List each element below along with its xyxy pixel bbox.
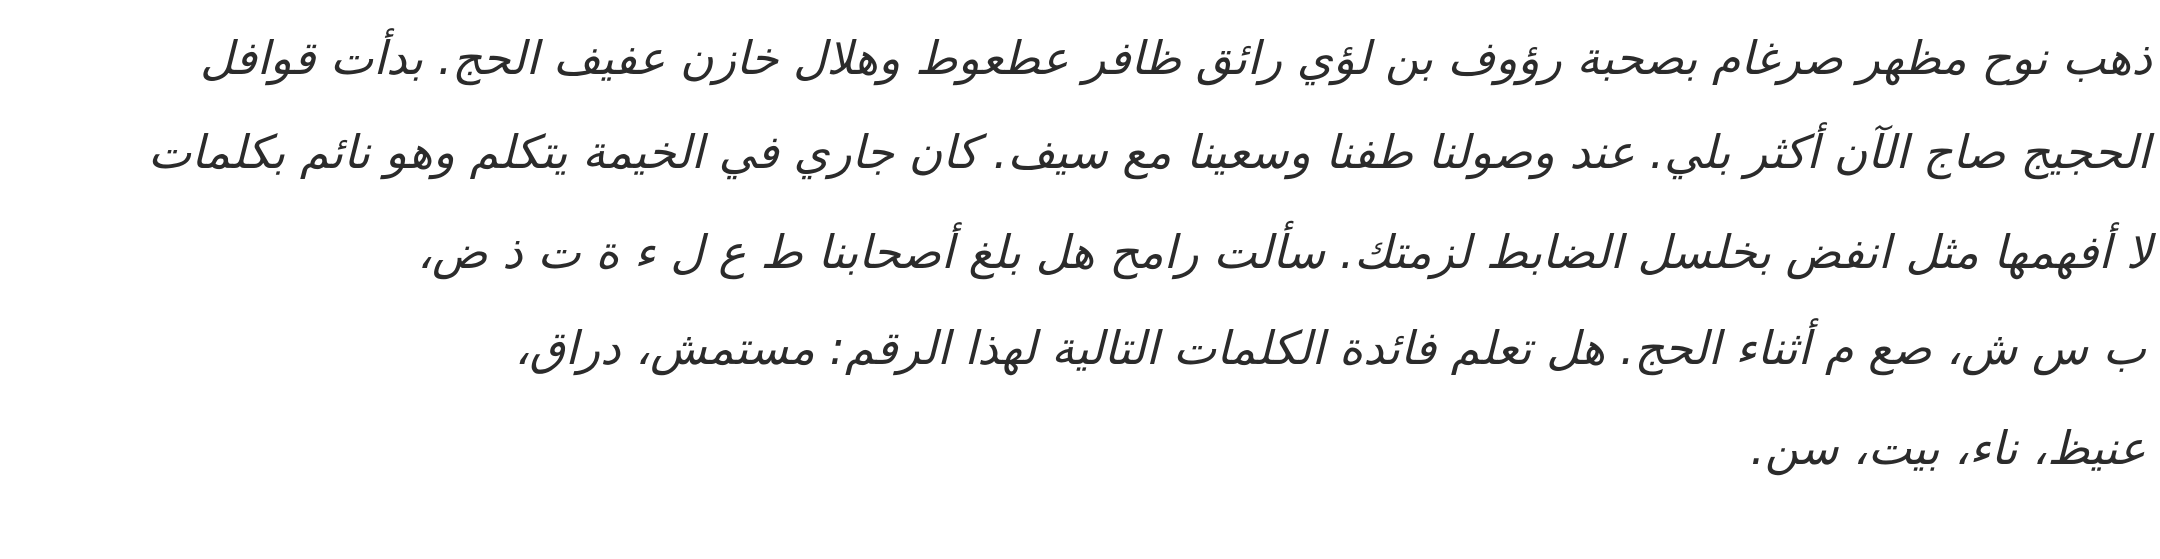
handwritten-line-5: عنيظ، ناء، بيت، سن. xyxy=(1750,421,2146,475)
handwritten-line-2: الحجيج صاج الآن أكثر بلي. عند وصولنا طفنا وسعينا مع سيف. كان جاري في الخيمة يتكلم وهو نائم بكلمات xyxy=(147,125,2150,179)
handwritten-line-4: ب س ش، صع م أثناء الحج. هل تعلم فائدة الكلمات التالية لهذا الرقم: مستمش، دراق، xyxy=(514,321,2146,375)
handwritten-line-3: لا أفهمها مثل انفض بخلسل الضابط لزمتك. سألت رامح هل بلغ أصحابنا ط ع ل ء ة ت ذ ض، xyxy=(417,225,2152,279)
handwritten-line-1: ذهب نوح مظهر صرغام بصحبة رؤوف بن لؤي رائق ظافر عطعوط وهلال خازن عفيف الحج. بدأت قوافل xyxy=(200,31,2152,85)
